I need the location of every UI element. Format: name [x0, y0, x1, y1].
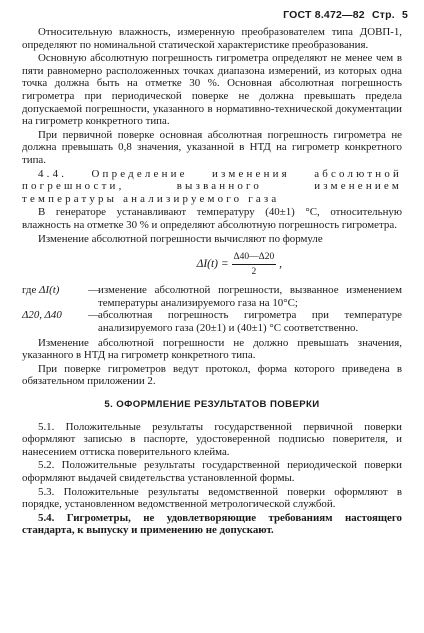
- definitions: [22, 284, 402, 334]
- formula: [22, 251, 402, 278]
- section-title: 5. ОФОРМЛЕНИЕ РЕЗУЛЬТАТОВ ПОВЕРКИ: [104, 399, 320, 411]
- definition-desc: абсолютная погрешность гигрометра при температуре анализируемого газа (20±1) и (40±1) °С соответственно.: [98, 309, 402, 335]
- paragraph: 5.2. Положительные результаты государственной периодической поверки оформляют выдачей свидетельства установленной формы.: [22, 459, 402, 484]
- paragraph: При поверке гигрометров ведут протокол, форма которого приведена в обязательном приложении 2.: [22, 362, 402, 388]
- definition-desc: изменение абсолютной погрешности, вызванное изменением температуры анализируемого газа на 10°С;: [98, 284, 402, 309]
- paragraph: Относительную влажность, измеренную преобразователем типа ДОВП-1, определяют по номинальной статической характеристике преобразования.: [22, 26, 402, 51]
- document-body: [22, 26, 402, 537]
- page-number: 5: [401, 9, 408, 21]
- formula-fraction: [232, 251, 277, 278]
- paragraph: 5.1. Положительные результаты государственной первичной поверки оформляют записью в паспорте, удостоверенной подписью поверителя, и нанесением оттиска поверительного клейма.: [22, 420, 402, 458]
- definition-item: [22, 284, 402, 309]
- definition-item: [22, 309, 402, 334]
- paragraph: Изменение абсолютной погрешности вычисляют по формуле: [38, 232, 323, 245]
- paragraph: Изменение абсолютной погрешности не должно превышать значения, указанного в НТД на гигрометр конкретного типа.: [22, 336, 402, 362]
- definition-prefix: где: [22, 284, 37, 297]
- definition-symbol: Δ20, Δ40: [22, 309, 62, 322]
- formula-tail: ,: [279, 258, 282, 271]
- paragraph: 5.3. Положительные результаты ведомственной поверки оформляют в порядке, установленном ведомственной метрологической службой.: [22, 485, 402, 511]
- definition-term: [22, 284, 88, 297]
- formula-denominator: 2: [251, 266, 257, 277]
- definition-dash: —: [88, 284, 99, 297]
- definition-symbol: ΔI(t): [39, 284, 60, 297]
- paragraph: 5.4. Гигрометры, не удовлетворяющие требованиям настоящего стандарта, к выпуску и применению не допускают.: [22, 511, 402, 537]
- standard-number: ГОСТ 8.472—82: [283, 9, 365, 21]
- paragraph: При первичной поверке основная абсолютная погрешность гигрометра не должна превышать 0,8 значения, указанной в НТД на гигрометр конкретного типа.: [22, 128, 402, 166]
- paragraph: В генераторе устанавливают температуру (40±1) °С, относительную влажность на отметке 30 % и определяют абсолютную погрешность гигрометра.: [22, 206, 402, 231]
- page-label: Стр.: [371, 9, 395, 21]
- formula-numerator: Δ40—Δ20: [232, 251, 277, 265]
- definition-dash: —: [88, 309, 99, 322]
- page-header: [279, 9, 408, 21]
- paragraph: Основную абсолютную погрешность гигрометра определяют не менее чем в пяти равномерно расположенных точках диапазона измерений, из которых одна точка должна быть на отметке 30 %. Основная абсолютная погрешность гигрометра при периодической поверке не должна превышать предела допускаемой погрешности, указанного в нормативно-технической документации на гигрометр конкретного типа.: [22, 52, 402, 128]
- formula-lhs: ΔI(t) =: [196, 258, 229, 271]
- definition-term: [22, 309, 88, 322]
- clause-heading: 4.4. Определение изменения абсолютной погрешности, вызванного изменением температуры анализируемого газа: [22, 167, 402, 205]
